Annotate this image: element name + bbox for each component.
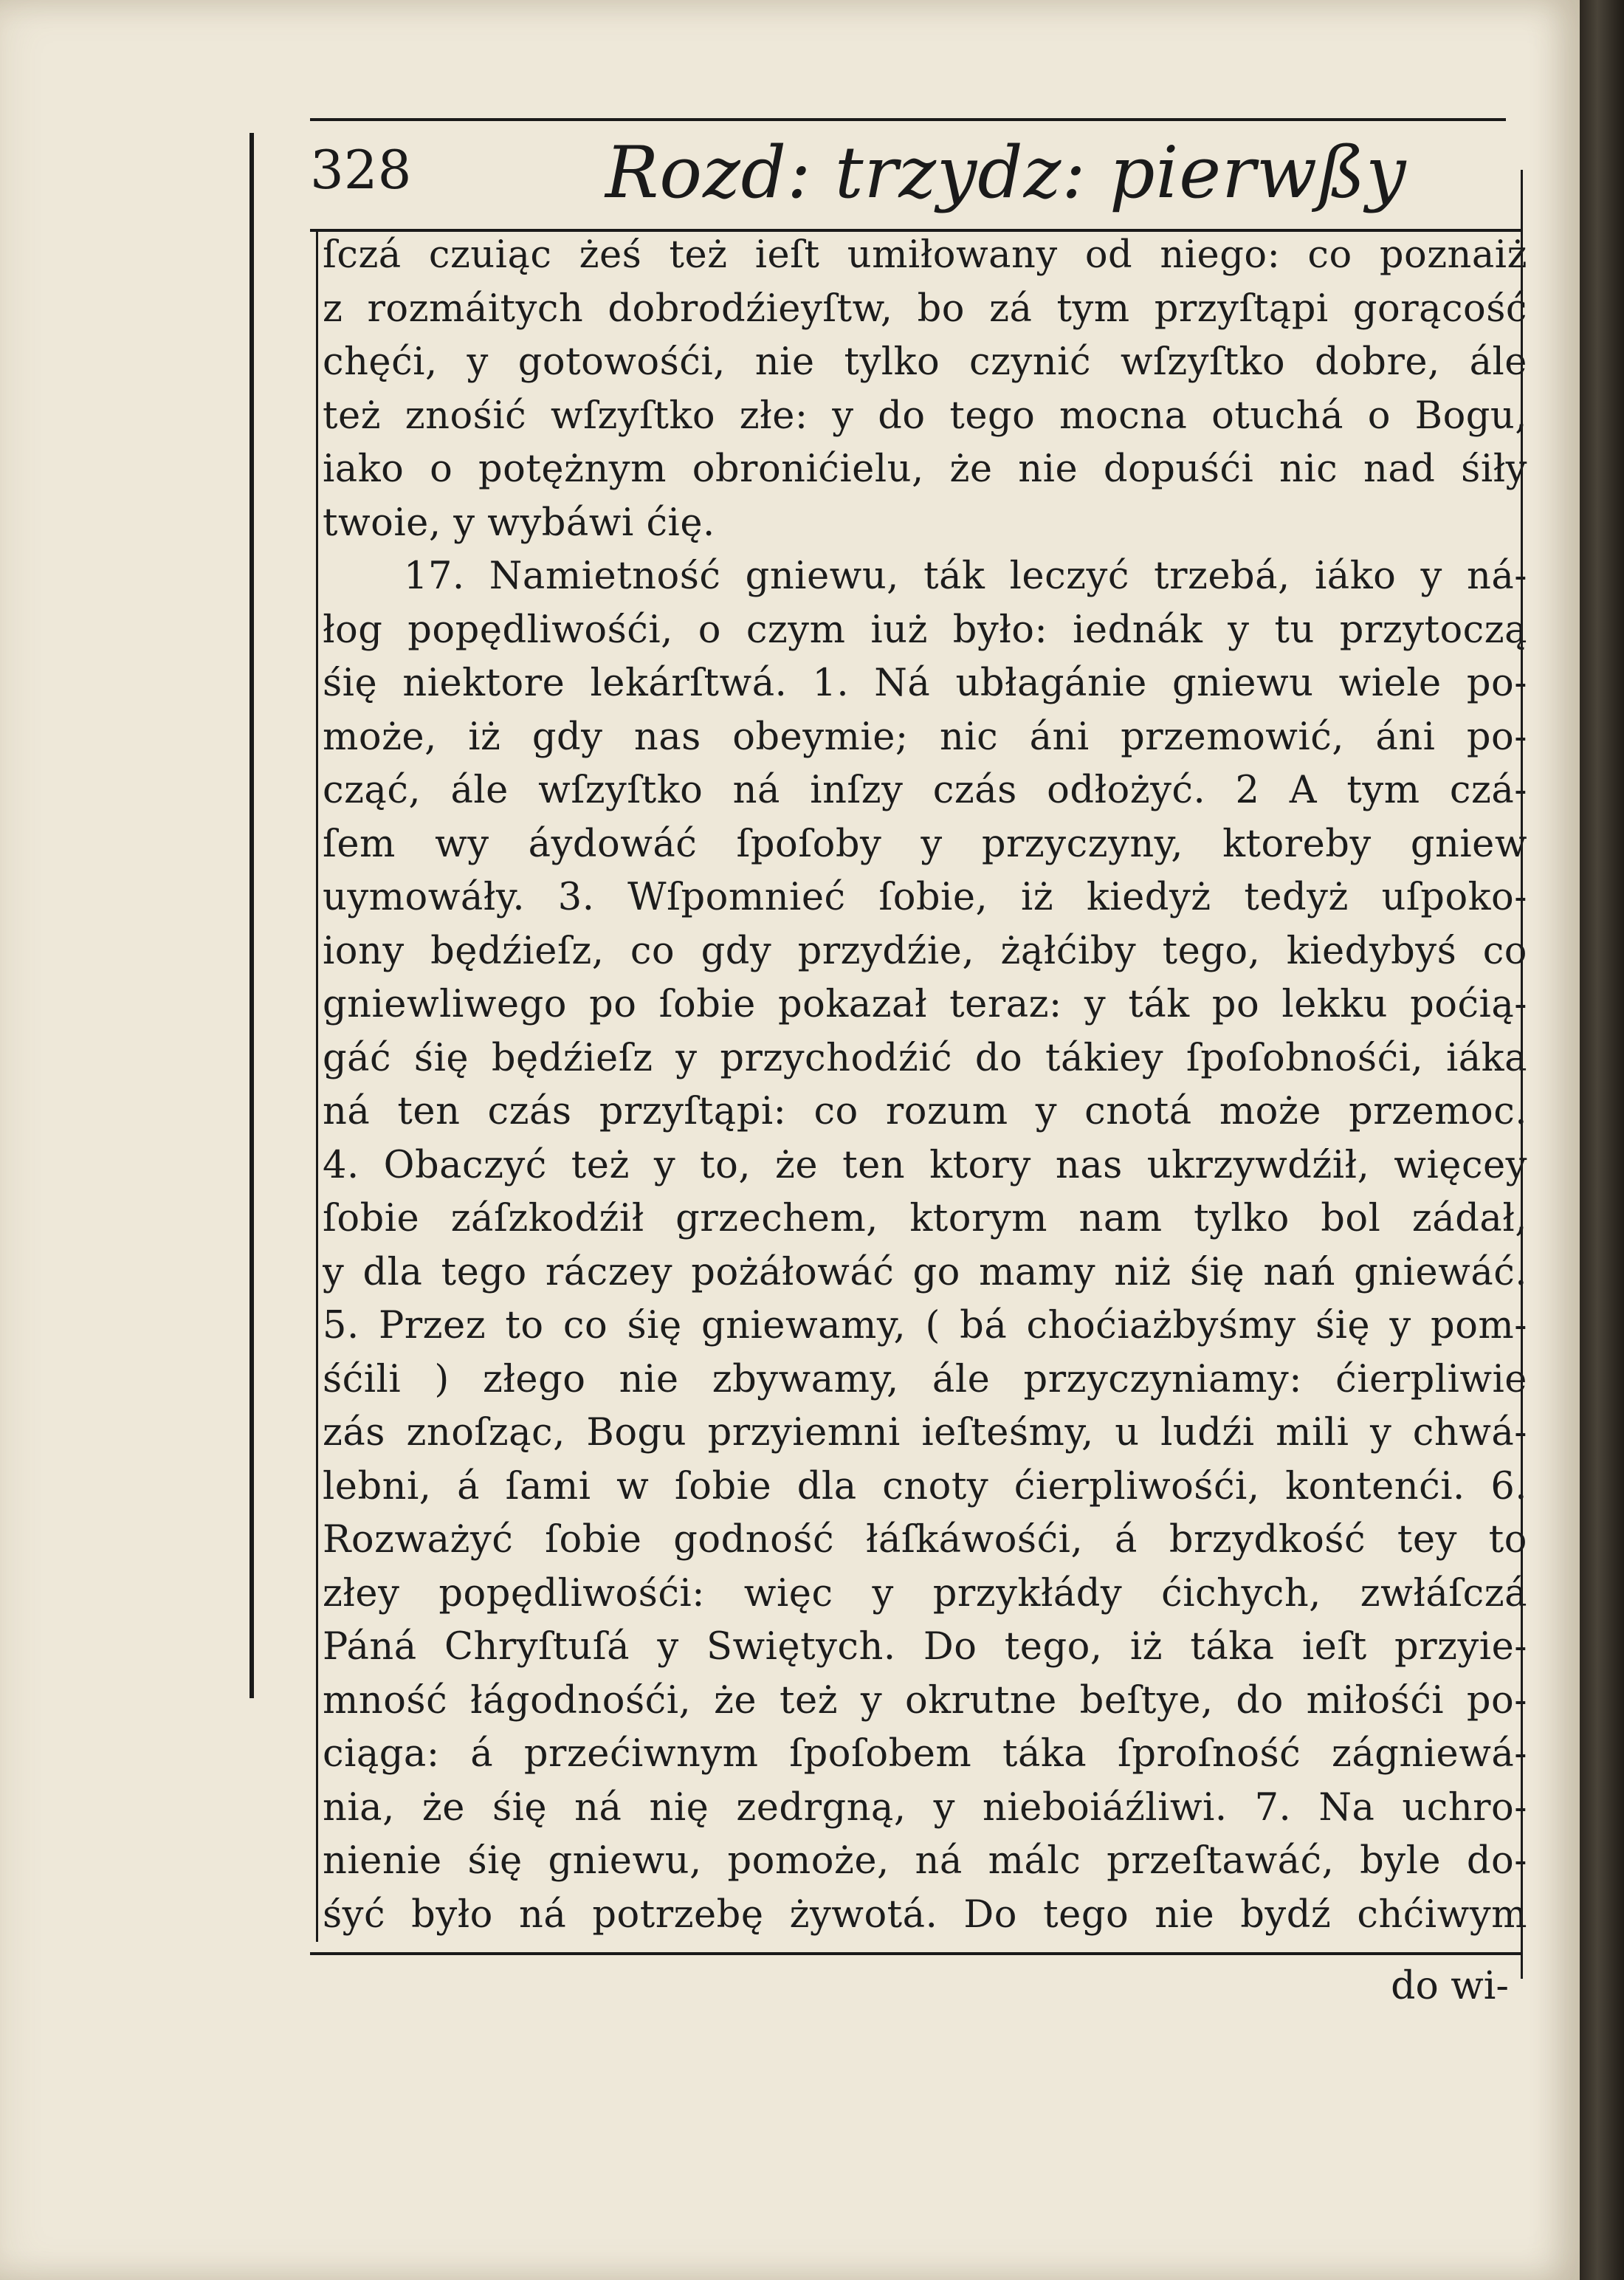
text-line: 5. Przez to co śię gniewamy, ( bá choćiażbyśmy śię y pom- [323, 1304, 1527, 1347]
text-frame [310, 118, 1527, 2097]
body-text [316, 229, 1527, 1942]
text-line: śię niektore lekárſtwá. 1. Ná ubłagánie gniewu wiele po- [323, 662, 1527, 705]
text-line: złey popędliwośći: więc y przykłády ćichych, zwłáſczá [323, 1571, 1527, 1615]
bottom-rule [310, 1952, 1521, 1955]
text-line: lebni, á ſami w ſobie dla cnoty ćierpliwośći, kontenći. 6. [323, 1464, 1527, 1508]
page-header [310, 126, 1521, 236]
text-line: łog popędliwośći, o czym iuż było: iednák y tu przytoczą [323, 608, 1527, 652]
text-line: Rozważyć ſobie godność łáſkáwośći, á brzydkość tey to [323, 1518, 1527, 1562]
text-line: uymowáły. 3. Wſpomnieć ſobie, iż kiedyż tedyż uſpoko- [323, 876, 1527, 919]
text-line: chęći, y gotowośći, nie tylko czynić wſzyſtko dobre, ále [323, 340, 1527, 384]
catchword: do wi- [1391, 1964, 1509, 2008]
text-line: może, iż gdy nas obeymie; nic áni przemowić, áni po- [323, 715, 1527, 759]
text-line: gáć śię będźieſz y przychodźić do tákiey ſpoſobnośći, iáka [323, 1036, 1527, 1080]
text-line: iony będźieſz, co gdy przydźie, żąłćiby tego, kiedybyś co [323, 929, 1527, 973]
text-line: ciąga: á przećiwnym ſpoſobem táka ſproſność zágniewá- [323, 1732, 1527, 1776]
text-line: nia, że śię ná nię zedrgną, y nieboiáźliwi. 7. Na uchro- [323, 1785, 1527, 1830]
text-line: śćili ) złego nie zbywamy, ále przyczyniamy: ćierpliwie [323, 1357, 1527, 1401]
text-line: gniewliwego po ſobie pokazał teraz: y ták po lekku poćią- [323, 983, 1527, 1026]
text-line: nienie śię gniewu, pomoże, ná málc przeſtawáć, byle do- [323, 1839, 1527, 1883]
text-line: mność łágodnośći, że też y okrutne beſtye, do miłośći po- [323, 1678, 1527, 1723]
text-line: iako o potężnym obronićielu, że nie dopuśći nic nad śiły [323, 447, 1527, 491]
text-line: Páná Chryſtuſá y Swiętych. Do tego, iż táka ieſt przyie- [323, 1625, 1527, 1669]
top-rule [310, 118, 1506, 121]
text-line: ſobie záſzkodźił grzechem, ktorym nam tylko bol zádał, [323, 1197, 1527, 1240]
text-line: ſem wy áydowáć ſpoſoby y przyczyny, ktoreby gniew [323, 822, 1527, 866]
outer-left-rule [250, 133, 254, 1698]
text-line: zás znoſząc, Bogu przyiemni ieſteśmy, u ludźi mili y chwá- [323, 1411, 1527, 1455]
text-line: ſczá czuiąc żeś też ieſt umiłowany od niego: co poznaiż [323, 233, 1527, 277]
text-line: ná ten czás przyſtąpi: co rozum y cnotá może przemoc. [323, 1090, 1527, 1133]
text-line: 17. Namietność gniewu, ták leczyć trzebá, iáko y ná- [404, 554, 1527, 598]
text-line: z rozmáitych dobrodźieyſtw, bo zá tym przyſtąpi gorącość [323, 286, 1527, 331]
text-line: śyć było ná potrzebę żywotá. Do tego nie bydź chćiwym [323, 1892, 1527, 1937]
book-spine-edge [1580, 0, 1624, 2280]
text-line: y dla tego ráczey pożáłowáć go mamy niż śię nań gniewáć. [323, 1250, 1527, 1294]
page-number: 328 [310, 139, 412, 201]
text-line: 4. Obaczyć też y to, że ten ktory nas ukrzywdźił, więcey [323, 1143, 1527, 1187]
running-title: Rozd: trzydz: pierwßy [605, 131, 1407, 214]
text-line: twoie, y wybáwi ćię. [323, 501, 715, 545]
text-line: cząć, ále wſzyſtko ná inſzy czás odłożyć. 2 A tym czá- [323, 769, 1527, 812]
text-line: też znośić wſzyſtko złe: y do tego mocna otuchá o Bogu, [323, 394, 1527, 438]
